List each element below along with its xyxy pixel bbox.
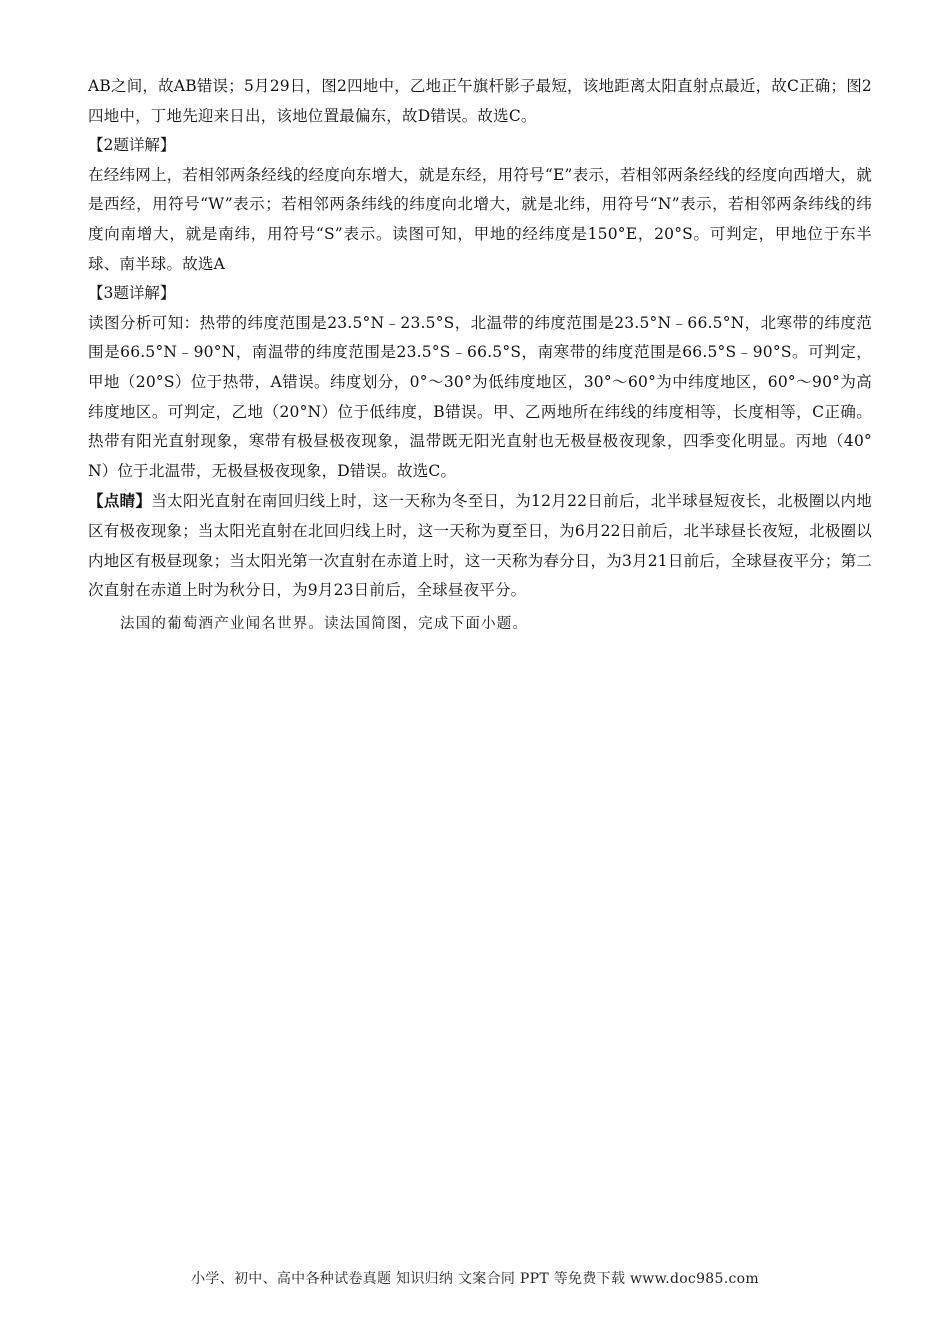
document-body — [88, 72, 872, 639]
key-point-text: 当太阳光直射在南回归线上时，这一天称为冬至日，为12月22日前后，北半球昼短夜长，北极圈以内地区有极夜现象；当太阳光直射在北回归线上时，这一天称为夏至日，为6月22日前后，北半球昼长夜短，北极圈以内地区有极昼现象；当太阳光第一次直射在赤道上时，这一天称为春分日，为3月21日前后，全球昼夜平分；第二次直射在赤道上时为秋分日，为9月23日前后，全球昼夜平分。 — [88, 492, 872, 600]
next-question-intro: 法国的葡萄酒产业闻名世界。读法国简图，完成下面小题。 — [120, 615, 529, 632]
question-3-detail-heading: 【3题详解】 — [88, 284, 176, 303]
question-2-detail-heading: 【2题详解】 — [88, 136, 176, 155]
answer-1-continued: AB之间，故AB错误；5月29日，图2四地中，乙地正午旗杆影子最短，该地距离太阳直射点最近，故C正确；图2四地中，丁地先迎来日出，该地位置最偏东，故D错误。故选C。 — [88, 77, 872, 125]
key-point-tag: 【点睛】 — [88, 491, 152, 511]
key-point-note — [88, 486, 872, 605]
page-footer: 小学、初中、高中各种试卷真题 知识归纳 文案合同 PPT 等免费下载 www.doc985.com — [191, 1271, 759, 1287]
answer-2-explanation: 在经纬网上，若相邻两条经线的经度向东增大，就是东经，用符号“E”表示，若相邻两条经线的经度向西增大，就是西经，用符号“W”表示；若相邻两条纬线的纬度向北增大，就是北纬，用符号“N”表示，若相邻两条纬线的纬度向南增大，就是南纬，用符号“S”表示。读图可知，甲地的经纬度是150°E，20°S。可判定，甲地位于东半球、南半球。故选A — [88, 165, 872, 273]
answer-3-explanation: 读图分析可知：热带的纬度范围是23.5°N﹣23.5°S，北温带的纬度范围是23.5°N﹣66.5°N，北寒带的纬度范围是66.5°N﹣90°N，南温带的纬度范围是23.5°S﹣66.5°S，南寒带的纬度范围是66.5°S﹣90°S。可判定，甲地（20°S）位于热带，A错误。纬度划分，0°～30°为低纬度地区，30°～60°为中纬度地区，60°～90°为高纬度地区。可判定，乙地（20°N）位于低纬度，B错误。甲、乙两地所在纬线的纬度相等，长度相等，C正确。热带有阳光直射现象，寒带有极昼极夜现象，温带既无阳光直射也无极昼极夜现象，四季变化明显。丙地（40°N）位于北温带，无极昼极夜现象，D错误。故选C。 — [88, 313, 872, 480]
